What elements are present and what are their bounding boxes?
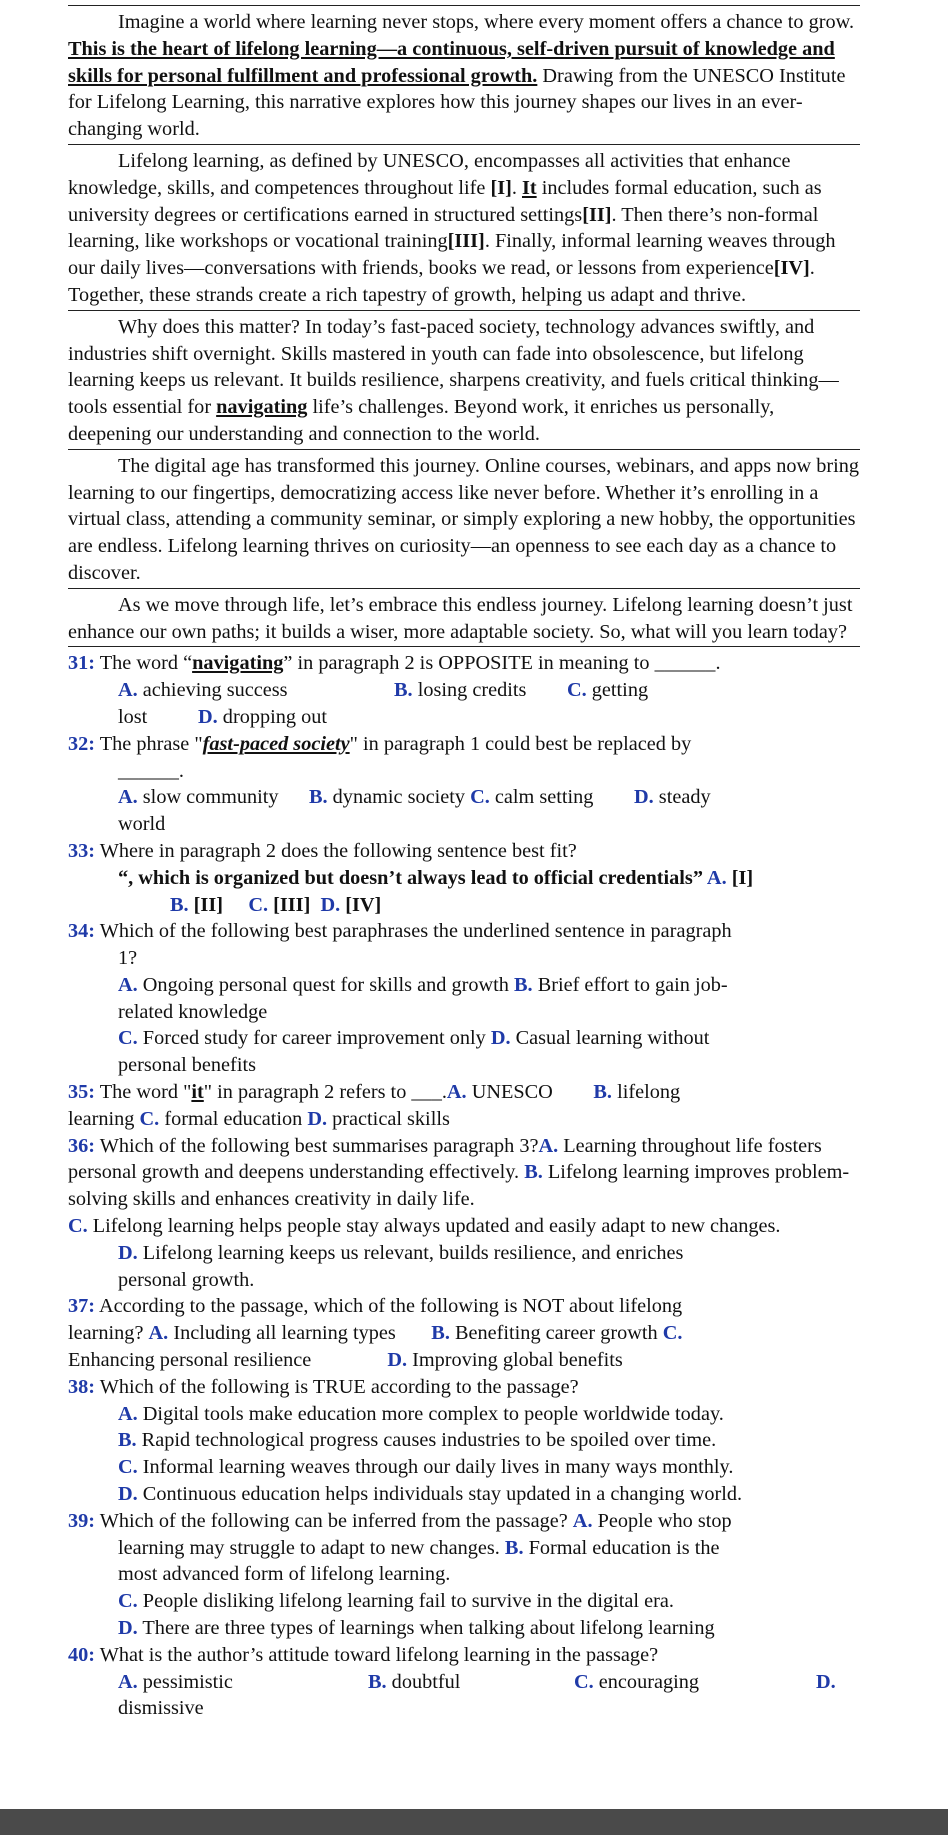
bottom-bar [0, 1809, 948, 1835]
option-a[interactable]: Digital tools make education more complex to people worldwide today. [137, 1402, 724, 1425]
option-b-letter[interactable]: B. [504, 1536, 524, 1559]
option-a-letter[interactable]: A. [446, 1081, 467, 1104]
p5-text: As we move through life, let’s embrace this endless journey. Lifelong learning doesn’t just enhance our own paths; it builds a wiser, more adaptable society. So, what will you learn today? [68, 593, 853, 643]
marker-ii: [II] [582, 203, 612, 226]
option-a-cont[interactable]: learning may struggle to adapt to new changes. [118, 1536, 505, 1559]
option-a[interactable]: People who stop [592, 1509, 732, 1532]
marker-iii: [III] [447, 230, 485, 253]
answer-blank: ______. [118, 759, 184, 782]
option-d-letter[interactable]: D. [118, 1241, 138, 1264]
question-text-cont: learning? [68, 1322, 149, 1345]
option-c[interactable]: formal education [159, 1107, 308, 1130]
option-b-cont[interactable]: learning [68, 1107, 140, 1130]
question-text: What is the author’s attitude toward lifelong learning in the passage? [95, 1643, 659, 1666]
question-text-cont: 1? [118, 947, 138, 970]
option-d-letter[interactable]: D. [490, 1027, 511, 1050]
p3-text: Why does this matter? In today’s fast-paced society, technology advances swiftly, and industries shift overnight. Skills mastered in youth can fade into obsolescence, but lifelong learning keeps us relevant. It builds resilience, sharpens creativity, and fuels critical thinking—tools essential for [68, 315, 839, 419]
p2-text: Lifelong learning, as defined by UNESCO, encompasses all activities that enhance knowledge, skills, and competences throughout life [68, 149, 791, 199]
option-b[interactable]: Formal education is the [523, 1536, 720, 1559]
passage-paragraph-5 [68, 589, 860, 648]
p3-text: life’s challenges. Beyond work, it enriches us personally, deepening our understanding and connection to the world. [68, 396, 775, 445]
passage-paragraph-3 [68, 311, 860, 450]
option-c[interactable]: encouraging [593, 1670, 700, 1693]
option-c[interactable]: calm setting [489, 786, 594, 809]
option-d[interactable]: Improving global benefits [407, 1349, 623, 1372]
option-d-letter[interactable]: D. [634, 786, 654, 809]
question-number: 38: [68, 1375, 96, 1398]
p4-text: The digital age has transformed this journey. Online courses, webinars, and apps now bring learning to our fingertips, democratizing access like never before. Whether it’s enrolling in a virtual class, attending a community seminar, or simply exploring a new hobby, the opportunities are endless. Lifelong learning thrives on curiosity—an openness to see each day as a chance to discover. [68, 454, 860, 584]
p2-text: . Together, these strands create a rich tapestry of growth, helping us adapt and thrive. [68, 257, 815, 306]
option-d[interactable]: There are three types of learnings when talking about lifelong learning [137, 1617, 715, 1640]
option-a-letter[interactable]: A. [538, 1134, 559, 1157]
option-d-letter[interactable]: D. [198, 705, 218, 728]
option-c-cont[interactable]: lost [118, 705, 148, 728]
option-b-letter[interactable]: B. [368, 1670, 387, 1693]
p1-underlined-sentence: This is the heart of lifelong learning—a continuous, self-driven pursuit of knowledge and skills for personal fulfillment and professional growth. [68, 37, 835, 87]
word-it: It [521, 176, 537, 199]
option-d[interactable]: Continuous education helps individuals stay updated in a changing world. [137, 1483, 743, 1506]
option-a[interactable]: slow community [137, 786, 279, 809]
question-number: 36: [68, 1134, 96, 1157]
question-number: 33: [68, 839, 96, 862]
question-32 [68, 731, 860, 838]
option-c[interactable]: People disliking lifelong learning fail to survive in the digital era. [137, 1590, 674, 1613]
exam-page [68, 0, 860, 1722]
question-37 [68, 1293, 860, 1373]
option-b-letter[interactable]: B. [170, 893, 189, 916]
option-c[interactable]: getting [586, 679, 649, 702]
option-c-letter[interactable]: C. [139, 1107, 160, 1130]
option-c-letter[interactable]: C. [470, 786, 490, 809]
question-text: Which of the following can be inferred from the passage? [95, 1509, 573, 1532]
question-number: 35: [68, 1081, 96, 1104]
option-c[interactable]: [III] [268, 893, 311, 916]
question-number: 31: [68, 652, 96, 675]
option-c-letter[interactable]: C. [574, 1670, 594, 1693]
question-number: 39: [68, 1509, 96, 1532]
option-d-cont[interactable]: personal benefits [118, 1054, 256, 1077]
option-d-cont[interactable]: world [118, 813, 166, 836]
option-c-letter[interactable]: C. [566, 679, 587, 702]
passage-paragraph-4 [68, 450, 860, 589]
option-c-letter[interactable]: C. [662, 1322, 683, 1345]
option-b-cont[interactable]: most advanced form of lifelong learning. [118, 1563, 451, 1586]
option-a[interactable]: UNESCO [466, 1081, 553, 1104]
option-c-letter[interactable]: C. [118, 1027, 138, 1050]
option-d[interactable]: Casual learning without [510, 1027, 710, 1050]
p2-text: . [511, 176, 522, 199]
question-text: Which of the following best summarises paragraph 3? [95, 1134, 539, 1157]
question-33 [68, 838, 860, 918]
question-number: 37: [68, 1295, 96, 1318]
option-a[interactable]: Including all learning types [168, 1322, 396, 1345]
question-34 [68, 918, 860, 1079]
option-d[interactable]: steady [653, 786, 711, 809]
q40-options-row [68, 1669, 860, 1696]
option-b-letter[interactable]: B. [118, 1429, 137, 1452]
question-text: Where in paragraph 2 does the following sentence best fit? [95, 839, 577, 862]
option-a[interactable]: pessimistic [137, 1670, 233, 1693]
option-b-letter[interactable]: B. [308, 786, 328, 809]
question-phrase: fast-paced society [202, 732, 350, 755]
option-d-letter[interactable]: D. [387, 1349, 408, 1372]
option-a[interactable]: Learning throughout life fosters personal growth and deepens understanding effectively. [68, 1134, 822, 1184]
option-b-letter[interactable]: B. [431, 1322, 450, 1345]
p2-text: includes formal education, such as university degrees or certifications earned in structured settings [68, 176, 822, 226]
option-b[interactable]: Brief effort to gain job- [532, 973, 728, 996]
option-b[interactable]: Rapid technological progress causes industries to be spoiled over time. [136, 1429, 717, 1452]
option-d-letter[interactable]: D. [118, 1483, 138, 1506]
question-list [68, 650, 860, 1722]
question-38 [68, 1374, 860, 1508]
question-text: According to the passage, which of the following is NOT about lifelong [95, 1295, 683, 1318]
option-c[interactable]: Forced study for career improvement only [137, 1027, 491, 1050]
question-keyword: navigating [192, 652, 284, 675]
insert-sentence: “, which is organized but doesn’t always lead to official credentials” [118, 866, 707, 889]
p2-text: . Finally, informal learning weaves through our daily lives—conversations with friends, books we read, or lessons from experience [68, 230, 836, 280]
option-c-letter[interactable]: C. [68, 1215, 88, 1238]
question-text: Which of the following is TRUE according to the passage? [95, 1375, 579, 1398]
option-a-letter[interactable]: A. [572, 1509, 593, 1532]
option-c[interactable]: Lifelong learning helps people stay always updated and easily adapt to new changes. [87, 1215, 781, 1238]
option-b-letter[interactable]: B. [394, 679, 413, 702]
option-a[interactable]: Ongoing personal quest for skills and growth [137, 973, 515, 996]
passage-paragraph-1 [68, 6, 860, 145]
option-d-letter[interactable]: D. [118, 1617, 138, 1640]
question-40 [68, 1642, 860, 1722]
p2-text: . Then there’s non-formal learning, like workshops or vocational training [68, 203, 819, 253]
option-a-letter[interactable]: A. [706, 866, 727, 889]
option-c[interactable]: Informal learning weaves through our daily lives in many ways monthly. [137, 1456, 734, 1479]
option-b[interactable]: Lifelong learning improves problem-solving skills and enhances creativity in daily life. [68, 1161, 850, 1211]
question-36 [68, 1133, 860, 1294]
option-b-letter[interactable]: B. [524, 1161, 543, 1184]
p1-text-a: Imagine a world where learning never stops, where every moment offers a chance to grow. [118, 11, 855, 33]
question-35 [68, 1079, 860, 1133]
question-text: " in paragraph 1 could best be replaced by [349, 732, 692, 755]
option-a[interactable]: [I] [726, 866, 754, 889]
option-c-letter[interactable]: C. [118, 1590, 138, 1613]
option-a-letter[interactable]: A. [118, 1402, 138, 1425]
option-b[interactable]: dynamic society [327, 786, 471, 809]
option-a-letter[interactable]: A. [118, 679, 138, 702]
question-39 [68, 1508, 860, 1642]
option-b[interactable]: doubtful [386, 1670, 461, 1693]
option-d[interactable]: practical skills [327, 1107, 450, 1130]
question-text: Which of the following best paraphrases the underlined sentence in paragraph [95, 920, 732, 943]
option-d[interactable]: dropping out [217, 705, 328, 728]
question-number: 34: [68, 920, 96, 943]
word-navigating: navigating [216, 396, 308, 419]
option-c[interactable]: Enhancing personal resilience [68, 1349, 312, 1372]
option-d[interactable]: [IV] [340, 893, 382, 916]
option-a-letter[interactable]: A. [118, 786, 138, 809]
option-a[interactable]: achieving success [137, 679, 288, 702]
option-a-letter[interactable]: A. [148, 1322, 169, 1345]
option-a-letter[interactable]: A. [118, 973, 138, 996]
marker-i: [I] [490, 176, 512, 199]
option-d-letter[interactable]: D. [307, 1107, 328, 1130]
option-d-letter[interactable]: D. [816, 1670, 836, 1693]
option-d[interactable]: dismissive [118, 1697, 204, 1720]
question-number: 32: [68, 732, 96, 755]
option-b[interactable]: Benefiting career growth [449, 1322, 663, 1345]
option-c-letter[interactable]: C. [118, 1456, 138, 1479]
option-d-cont[interactable]: personal growth. [118, 1268, 255, 1291]
option-d-letter[interactable]: D. [320, 893, 341, 916]
option-b-cont[interactable]: related knowledge [118, 1000, 268, 1023]
question-text: The word “ [95, 652, 193, 675]
question-text: ” in paragraph 2 is OPPOSITE in meaning to ______. [283, 652, 721, 675]
option-b-letter[interactable]: B. [514, 973, 533, 996]
question-text: The phrase " [95, 732, 203, 755]
option-d[interactable]: Lifelong learning keeps us relevant, builds resilience, and enriches [137, 1241, 684, 1264]
question-number: 40: [68, 1643, 96, 1666]
question-keyword: it [191, 1081, 204, 1104]
option-b[interactable]: [II] [188, 893, 223, 916]
option-b[interactable]: losing credits [412, 679, 527, 702]
option-b-letter[interactable]: B. [593, 1081, 613, 1104]
question-text: " in paragraph 2 refers to ___. [203, 1081, 447, 1104]
option-a-letter[interactable]: A. [118, 1670, 138, 1693]
passage-paragraph-2 [68, 145, 860, 311]
option-b[interactable]: lifelong [612, 1081, 681, 1104]
p1-text-b: Drawing from the UNESCO Institute for Lifelong Learning, this narrative explores how this journey shapes our lives in an ever-changing world. [68, 64, 846, 141]
question-31 [68, 650, 860, 730]
question-text: The word " [95, 1081, 192, 1104]
option-c-letter[interactable]: C. [248, 893, 269, 916]
marker-iv: [IV] [773, 257, 810, 280]
